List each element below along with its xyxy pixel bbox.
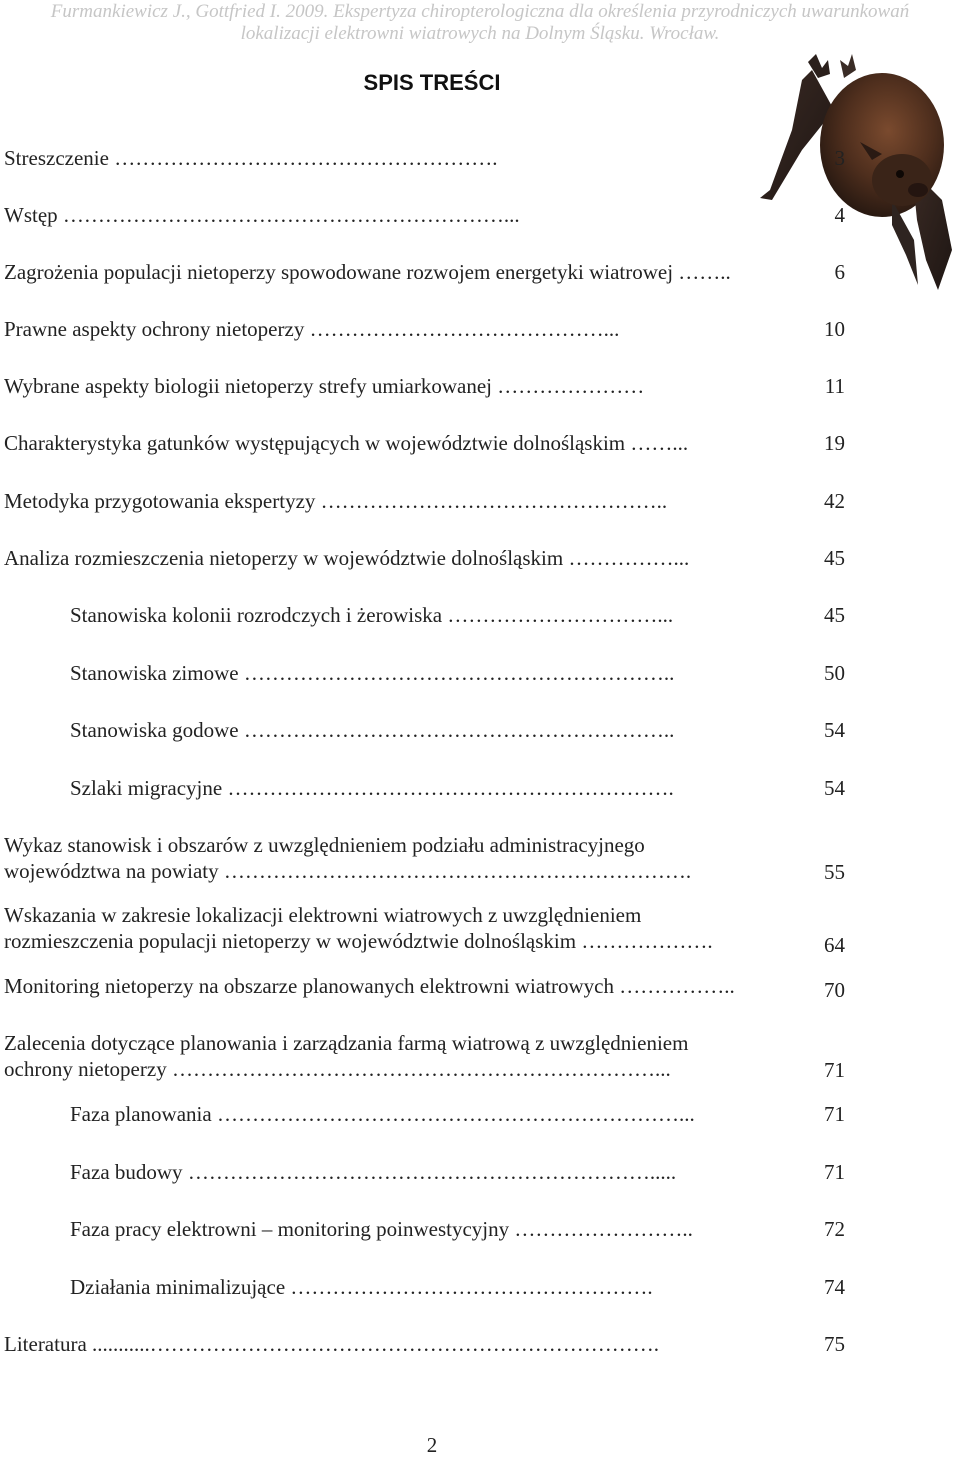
toc-entry-page: 71 (824, 1160, 845, 1184)
toc-entry-page: 64 (824, 933, 845, 957)
toc-entry-label: Literatura (4, 1332, 87, 1356)
toc-entry-label-continued: ochrony nietoperzy (4, 1057, 167, 1081)
toc-leader-dots: …….. (673, 260, 731, 284)
toc-entry-label: Streszczenie (4, 146, 109, 170)
toc-entry-page: 3 (834, 146, 845, 170)
header-line-2: lokalizacji elektrowni wiatrowych na Dolnym Śląsku. Wrocław. (240, 23, 720, 44)
toc-entry-page: 6 (834, 260, 845, 284)
toc-entry-zalecenia[interactable] (4, 1030, 854, 1082)
toc-entry-label: Wskazania w zakresie lokalizacji elektrowni wiatrowych z uwzględnieniem (4, 903, 642, 927)
toc-leader-dots: …………………………………………………….. (238, 661, 675, 685)
toc-leader-dots: …………………………………………………………... (211, 1102, 695, 1126)
toc-entry-label: Wykaz stanowisk i obszarów z uwzględnieniem podziału administracyjnego (4, 833, 645, 857)
toc-entry-label: Faza budowy (70, 1160, 183, 1184)
toc-entry-wskazania[interactable] (4, 902, 854, 957)
toc-leader-dots: ………………………………………………………. (222, 776, 674, 800)
toc-entry-label: Stanowiska zimowe (70, 661, 239, 685)
toc-entry-page: 45 (824, 546, 845, 570)
toc-leader-dots: ……………………………………………………………... (166, 1057, 671, 1081)
toc-leader-dots: …………………….. (509, 1217, 693, 1241)
toc-entry-label: Wybrane aspekty biologii nietoperzy strefy umiarkowanej (4, 374, 492, 398)
toc-entry-label-continued: rozmieszczenia populacji nietoperzy w województwie dolnośląskim (4, 929, 577, 953)
toc-leader-dots: …………………………………………………………..... (182, 1160, 677, 1184)
page-number: 2 (426, 1433, 438, 1457)
toc-entry-page: 42 (824, 489, 845, 513)
toc-entry-label: Szlaki migracyjne (70, 776, 223, 800)
toc-entry-page: 54 (824, 718, 845, 742)
toc-entry-page: 10 (824, 317, 845, 341)
toc-entry-page: 50 (824, 661, 845, 685)
toc-leader-dots: ………………………………………….. (315, 489, 668, 513)
page-title: SPIS TREŚCI (363, 70, 501, 95)
toc-entry-page: 72 (824, 1217, 845, 1241)
toc-leader-dots: ……... (625, 431, 689, 455)
toc-leader-dots: ……………... (563, 546, 690, 570)
toc-leader-dots: ………………. (576, 929, 713, 953)
toc-leader-dots: ...........………………………………………………………………. (86, 1332, 660, 1356)
toc-entry-label: Monitoring nietoperzy na obszarze planowanych elektrowni wiatrowych (4, 974, 614, 998)
toc-leader-dots: …………………………………………………………. (218, 859, 692, 883)
toc-entry-page: 11 (824, 374, 845, 398)
toc-entry-page: 19 (824, 431, 845, 455)
toc-entry-label: Działania minimalizujące (70, 1275, 286, 1299)
toc-leader-dots: …………………………... (442, 603, 674, 627)
toc-entry-label: Metodyka przygotowania ekspertyzy (4, 489, 316, 513)
toc-entry-page: 4 (834, 203, 845, 227)
toc-entry-page: 70 (824, 978, 845, 1002)
toc-leader-dots: …………….. (613, 974, 735, 998)
toc-entry-page: 71 (824, 1058, 845, 1082)
toc-entry-label: Zagrożenia populacji nietoperzy spowodowane rozwojem energetyki wiatrowej (4, 260, 674, 284)
toc-entry-label: Wstęp (4, 203, 58, 227)
toc-entry-wykaz-stanowisk[interactable] (4, 832, 854, 884)
toc-entry-label: Analiza rozmieszczenia nietoperzy w województwie dolnośląskim (4, 546, 564, 570)
toc-leader-dots: ………………………………………………. (108, 146, 498, 170)
toc-entry-page: 75 (824, 1332, 845, 1356)
toc-entry-label: Prawne aspekty ochrony nietoperzy (4, 317, 305, 341)
toc-entry-page: 54 (824, 776, 845, 800)
toc-entry-page: 55 (824, 860, 845, 884)
toc-entry-label: Zalecenia dotyczące planowania i zarządzania farmą wiatrową z uwzględnieniem (4, 1031, 689, 1055)
toc-leader-dots: ……………………………………... (304, 317, 620, 341)
toc-entry-monitoring[interactable] (4, 973, 854, 1002)
toc-leader-dots: ………………………………………………………... (57, 203, 520, 227)
header-line-1: Furmankiewicz J., Gottfried I. 2009. Ekspertyza chiropterologiczna dla określenia przyrodniczych uwarunkowań (50, 1, 910, 22)
toc-entry-label: Stanowiska godowe (70, 718, 239, 742)
toc-entry-label-continued: województwa na powiaty (4, 859, 219, 883)
toc-entry-page: 45 (824, 603, 845, 627)
toc-entry-label: Charakterystyka gatunków występujących w województwie dolnośląskim (4, 431, 626, 455)
toc-entry-label: Stanowiska kolonii rozrodczych i żerowiska (70, 603, 443, 627)
toc-entry-label: Faza planowania (70, 1102, 212, 1126)
toc-entry-page: 74 (824, 1275, 845, 1299)
toc-leader-dots: …………………………………………………….. (238, 718, 675, 742)
toc-leader-dots: ………………… (492, 374, 645, 398)
toc-entry-page: 71 (824, 1102, 845, 1126)
toc-leader-dots: ……………………………………………. (285, 1275, 653, 1299)
toc-entry-label: Faza pracy elektrowni – monitoring poinwestycyjny (70, 1217, 510, 1241)
